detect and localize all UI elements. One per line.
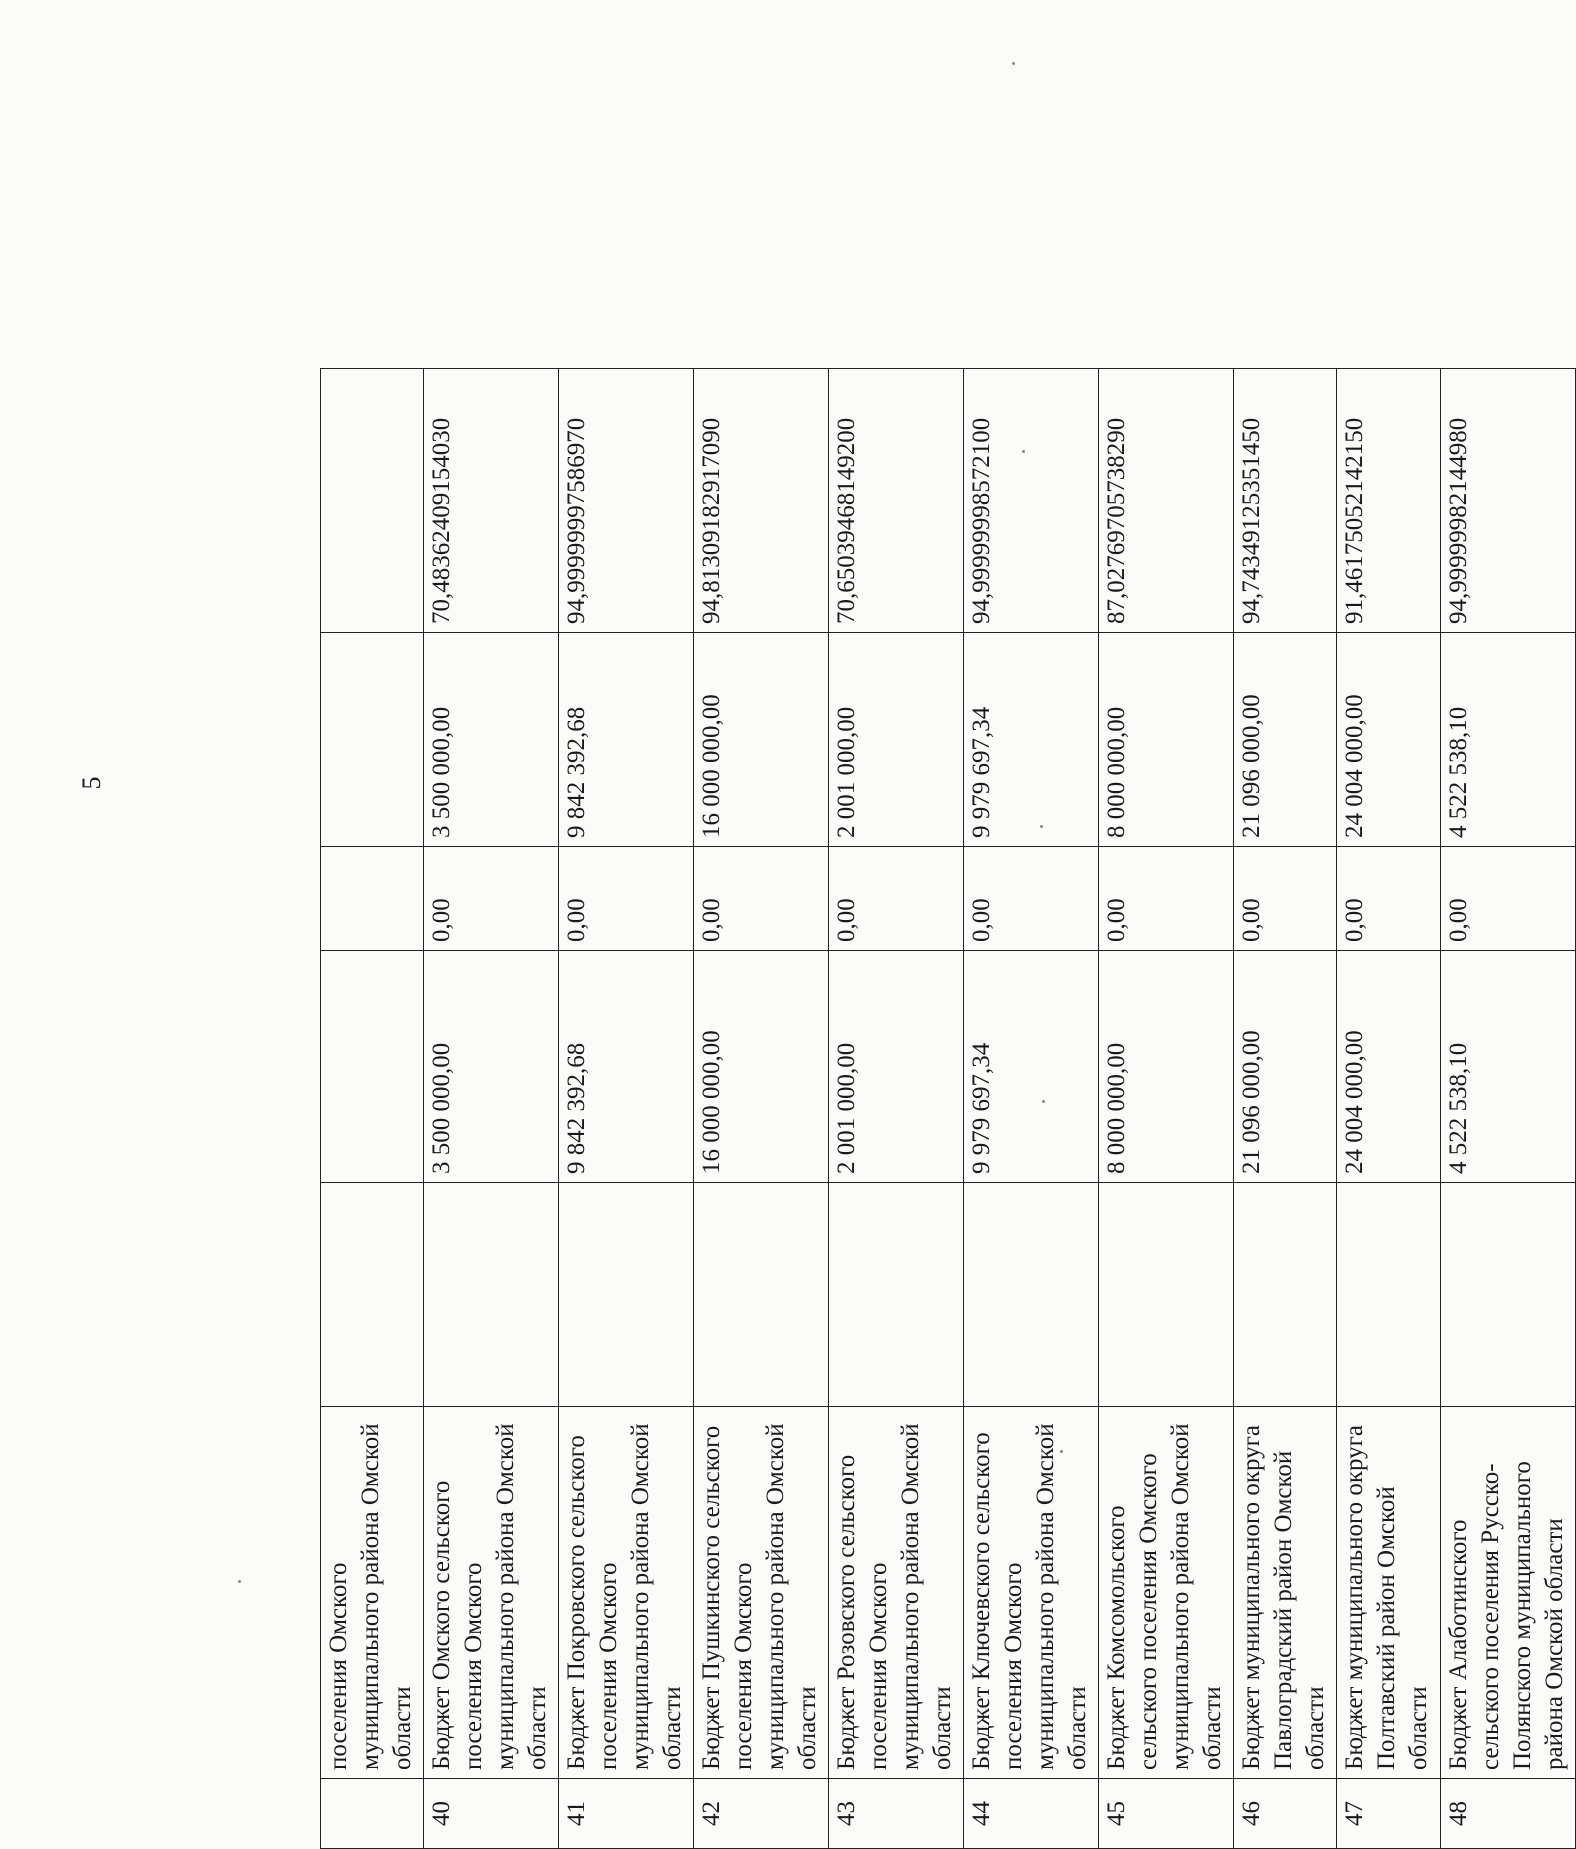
table-cell-b: 0,00 [1441, 847, 1576, 951]
table-cell-blank [424, 1183, 559, 1407]
table-cell-name: Бюджет Комсомольского сельского поселения Омского муниципального района Омской области [1099, 1407, 1234, 1779]
table-cell-no: 43 [829, 1779, 964, 1849]
scan-speck [1042, 1100, 1045, 1103]
table-cell-c: 3 500 000,00 [424, 633, 559, 847]
table-cell-a: 21 096 000,00 [1234, 951, 1337, 1183]
table-body [321, 369, 1576, 1849]
table-cell-a: 16 000 000,00 [694, 951, 829, 1183]
table-cell-b: 0,00 [559, 847, 694, 951]
scan-speck [238, 1580, 241, 1583]
table-cell-d: 94,81309182917090 [694, 369, 829, 633]
table-cell-a: 9 979 697,34 [964, 951, 1099, 1183]
table-cell-a: 24 004 000,00 [1337, 951, 1441, 1183]
table-cell-no: 42 [694, 1779, 829, 1849]
table-cell-b: 0,00 [694, 847, 829, 951]
table-cell-name: Бюджет Алаботинского сельского поселения Русско-Полянского муниципального района Омской области [1441, 1407, 1576, 1779]
table-cell-no: 44 [964, 1779, 1099, 1849]
table-cell-b: 0,00 [1099, 847, 1234, 951]
table-cell-d: 94,74349125351450 [1234, 369, 1337, 633]
table-cell-d: 70,65039468149200 [829, 369, 964, 633]
table-cell-name: Бюджет муниципального округа Павлоградский район Омской области [1234, 1407, 1337, 1779]
table-cell-a: 2 001 000,00 [829, 951, 964, 1183]
scan-speck [1012, 62, 1015, 65]
table-cell-c [321, 633, 424, 847]
table-cell-c: 8 000 000,00 [1099, 633, 1234, 847]
scan-speck [1022, 450, 1025, 453]
table-cell-no: 47 [1337, 1779, 1441, 1849]
table-cell-d: 91,46175052142150 [1337, 369, 1441, 633]
table-cell-blank [829, 1183, 964, 1407]
table-cell-c: 16 000 000,00 [694, 633, 829, 847]
table-cell-c: 9 979 697,34 [964, 633, 1099, 847]
table-cell-no: 40 [424, 1779, 559, 1849]
table-row [559, 369, 694, 1849]
table-cell-c: 2 001 000,00 [829, 633, 964, 847]
table-row [424, 369, 559, 1849]
table-cell-d: 87,02769705738290 [1099, 369, 1234, 633]
table-row [321, 369, 424, 1849]
table-cell-no: 46 [1234, 1779, 1337, 1849]
table-cell-blank [694, 1183, 829, 1407]
table-cell-a: 3 500 000,00 [424, 951, 559, 1183]
table-cell-b [321, 847, 424, 951]
table-row [964, 369, 1099, 1849]
table-cell-c: 4 522 538,10 [1441, 633, 1576, 847]
table-cell-name: Бюджет Омского сельского поселения Омского муниципального района Омской области [424, 1407, 559, 1779]
table-cell-c: 9 842 392,68 [559, 633, 694, 847]
table-cell-b: 0,00 [1234, 847, 1337, 951]
table-cell-name: Бюджет Покровского сельского поселения Омского муниципального района Омской области [559, 1407, 694, 1779]
table-cell-d: 70,48362409154030 [424, 369, 559, 633]
table-cell-blank [1337, 1183, 1441, 1407]
table-cell-a [321, 951, 424, 1183]
page-number: 5 [77, 776, 106, 790]
table-cell-c: 21 096 000,00 [1234, 633, 1337, 847]
table-row [694, 369, 829, 1849]
table-cell-name: Бюджет Розовского сельского поселения Омского муниципального района Омской области [829, 1407, 964, 1779]
table-cell-b: 0,00 [829, 847, 964, 951]
table-cell-no: 45 [1099, 1779, 1234, 1849]
scan-speck [1060, 1450, 1063, 1453]
table-cell-d: 94,99999997586970 [559, 369, 694, 633]
budget-table [320, 368, 1576, 1849]
table-row [1234, 369, 1337, 1849]
table-cell-d: 94,99999998572100 [964, 369, 1099, 633]
table-cell-name: Бюджет Ключевского сельского поселения Омского муниципального района Омской области [964, 1407, 1099, 1779]
table-cell-blank [1234, 1183, 1337, 1407]
table-cell-no: 41 [559, 1779, 694, 1849]
table-cell-name: Бюджет муниципального округа Полтавский район Омской области [1337, 1407, 1441, 1779]
table-cell-b: 0,00 [1337, 847, 1441, 951]
table-cell-a: 8 000 000,00 [1099, 951, 1234, 1183]
table-cell-name: поселения Омского муниципального района Омской области [321, 1407, 424, 1779]
table-cell-no: 48 [1441, 1779, 1576, 1849]
table-row [829, 369, 964, 1849]
table-cell-d: 94,99999982144980 [1441, 369, 1576, 633]
table-cell-a: 4 522 538,10 [1441, 951, 1576, 1183]
table-cell-blank [559, 1183, 694, 1407]
table-cell-c: 24 004 000,00 [1337, 633, 1441, 847]
table-cell-no [321, 1779, 424, 1849]
scan-speck [1040, 825, 1043, 828]
table-row [1441, 369, 1576, 1849]
table-cell-b: 0,00 [424, 847, 559, 951]
table-row [1099, 369, 1234, 1849]
table-cell-name: Бюджет Пушкинского сельского поселения Омского муниципального района Омской области [694, 1407, 829, 1779]
table-cell-blank [964, 1183, 1099, 1407]
table-cell-blank [1441, 1183, 1576, 1407]
table-cell-blank [1099, 1183, 1234, 1407]
table-cell-b: 0,00 [964, 847, 1099, 951]
budget-table-container [320, 369, 1568, 1849]
table-cell-a: 9 842 392,68 [559, 951, 694, 1183]
table-row [1337, 369, 1441, 1849]
table-cell-d [321, 369, 424, 633]
table-cell-blank [321, 1183, 424, 1407]
